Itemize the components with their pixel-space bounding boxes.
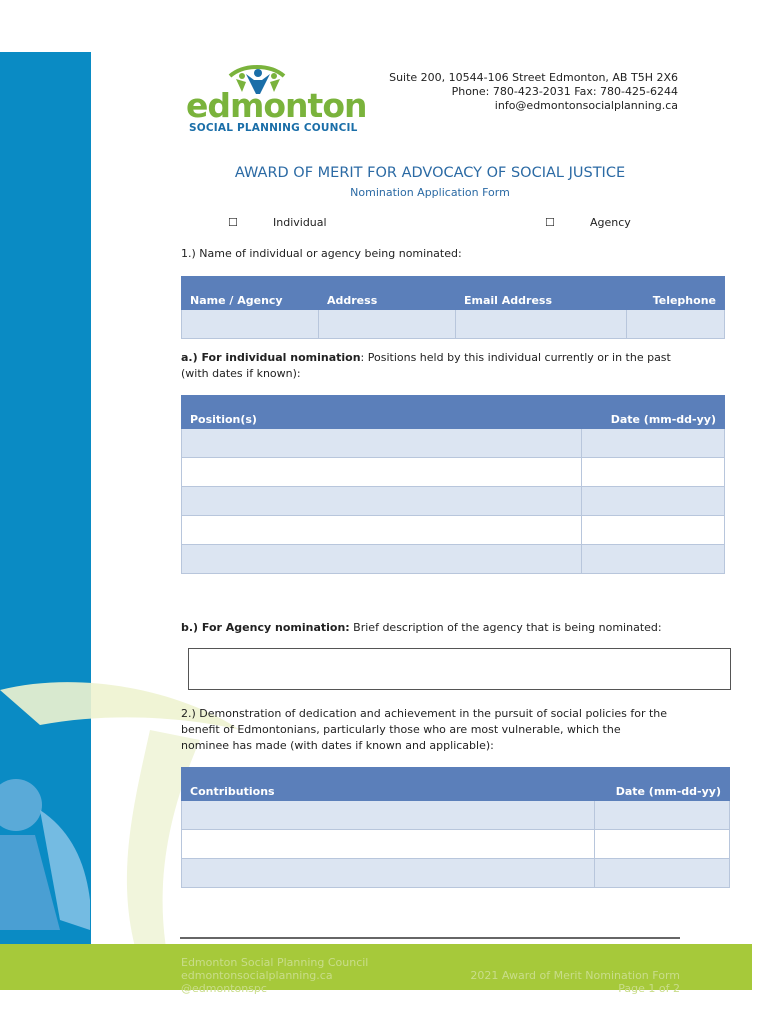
nominee-table <box>181 276 725 339</box>
date-input[interactable] <box>595 859 730 888</box>
email-input[interactable] <box>456 310 627 339</box>
agency-description-input[interactable] <box>188 648 731 690</box>
column-header: Position(s) <box>182 396 582 429</box>
column-header: Email Address <box>456 277 627 310</box>
date-input[interactable] <box>582 516 725 545</box>
agency-checkbox[interactable]: ☐ <box>545 216 555 229</box>
individual-label: Individual <box>273 216 327 229</box>
date-input[interactable] <box>595 801 730 830</box>
footer-right <box>470 969 680 995</box>
column-header: Name / Agency <box>182 277 319 310</box>
column-header: Telephone <box>627 277 725 310</box>
individual-checkbox[interactable]: ☐ <box>228 216 238 229</box>
footer-left <box>181 956 368 995</box>
question-a-label: a.) For individual nomination <box>181 351 361 364</box>
table-row <box>182 516 725 545</box>
question-a-text: : Positions held by this individual currently or in the past (with dates if known): <box>181 351 671 380</box>
email-line: info@edmontonsocialplanning.ca <box>494 99 678 112</box>
agency-label: Agency <box>590 216 631 229</box>
footer-site: edmontonsocialplanning.ca <box>181 969 333 982</box>
footer-doc-name: 2021 Award of Merit Nomination Form <box>470 969 680 982</box>
column-header: Date (mm-dd-yy) <box>595 768 730 801</box>
name-agency-input[interactable] <box>182 310 319 339</box>
form-subtitle: Nomination Application Form <box>350 186 510 199</box>
position-input[interactable] <box>182 516 582 545</box>
table-row <box>182 545 725 574</box>
address-line: Suite 200, 10544-106 Street Edmonton, AB T5H 2X6 <box>389 71 678 84</box>
footer-org: Edmonton Social Planning Council <box>181 956 369 969</box>
footer-page-number: Page 1 of 2 <box>618 982 680 995</box>
question-a <box>181 350 671 382</box>
contributions-table <box>181 767 730 888</box>
contribution-input[interactable] <box>182 859 595 888</box>
column-header: Date (mm-dd-yy) <box>582 396 725 429</box>
form-title: AWARD OF MERIT FOR ADVOCACY OF SOCIAL JUSTICE <box>234 165 626 181</box>
table-header-row <box>182 768 730 801</box>
table-row <box>182 429 725 458</box>
column-header: Address <box>319 277 456 310</box>
logo-wordmark: edmonton <box>186 86 367 125</box>
question-b <box>181 620 662 636</box>
date-input[interactable] <box>595 830 730 859</box>
position-input[interactable] <box>182 429 582 458</box>
question-1: 1.) Name of individual or agency being nominated: <box>181 247 462 260</box>
organization-logo <box>186 62 367 138</box>
table-row <box>182 458 725 487</box>
address-input[interactable] <box>319 310 456 339</box>
table-row <box>182 830 730 859</box>
table-row <box>182 801 730 830</box>
logo-subtitle: SOCIAL PLANNING COUNCIL <box>189 122 358 134</box>
question-b-text: Brief description of the agency that is being nominated: <box>349 621 662 634</box>
contribution-input[interactable] <box>182 830 595 859</box>
position-input[interactable] <box>182 458 582 487</box>
table-header-row <box>182 396 725 429</box>
table-row <box>182 487 725 516</box>
table-header-row <box>182 277 725 310</box>
table-row <box>182 859 730 888</box>
question-2: 2.) Demonstration of dedication and achievement in the pursuit of social policies for the benefit of Edmontonians, particularly those who are most vulnerable, which the nominee has made (with dates if known and applicable): <box>181 707 668 752</box>
contact-block <box>389 71 678 113</box>
telephone-input[interactable] <box>627 310 725 339</box>
date-input[interactable] <box>582 487 725 516</box>
positions-table <box>181 395 725 574</box>
column-header: Contributions <box>182 768 595 801</box>
question-b-label: b.) For Agency nomination: <box>181 621 350 634</box>
date-input[interactable] <box>582 458 725 487</box>
footer-handle: @edmontonspc <box>181 982 267 995</box>
phone-line: Phone: 780-423-2031 Fax: 780-425-6244 <box>451 85 678 98</box>
contribution-input[interactable] <box>182 801 595 830</box>
date-input[interactable] <box>582 429 725 458</box>
footer-divider <box>180 937 680 939</box>
table-row <box>182 310 725 339</box>
position-input[interactable] <box>182 487 582 516</box>
position-input[interactable] <box>182 545 582 574</box>
date-input[interactable] <box>582 545 725 574</box>
